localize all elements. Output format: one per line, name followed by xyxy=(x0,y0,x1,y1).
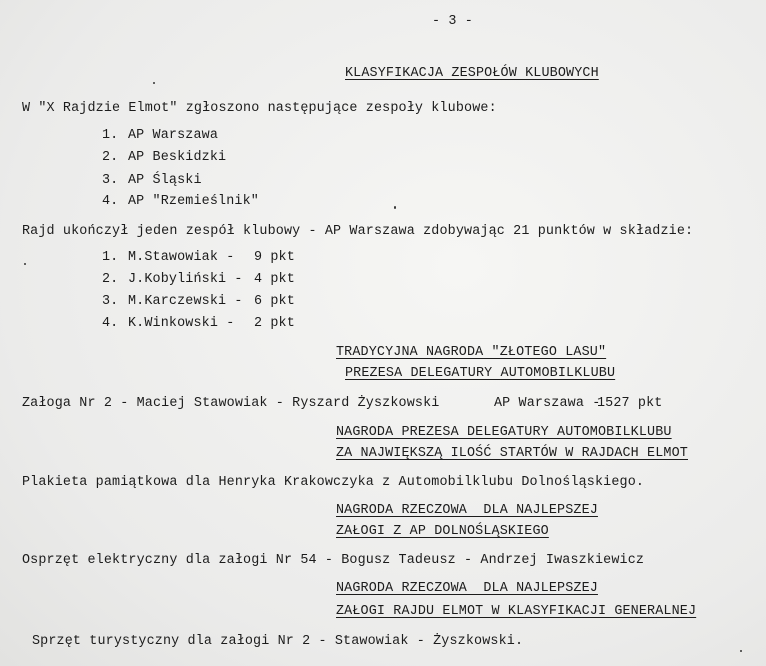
page-number: - 3 - xyxy=(432,14,473,29)
list-item xyxy=(102,173,202,189)
list-item xyxy=(102,194,259,210)
award3-title-line2: ZAŁOGI Z AP DOLNOŚLĄSKIEGO xyxy=(336,524,549,539)
member-name: J.Kobyliński - xyxy=(128,272,243,287)
section-heading: KLASYFIKACJA ZESPOŁÓW KLUBOWYCH xyxy=(345,66,599,81)
item-number: 4. xyxy=(102,316,119,331)
list-item xyxy=(102,250,295,266)
item-number: 4. xyxy=(102,194,119,209)
item-number: 3. xyxy=(102,294,119,309)
award4-title-line2: ZAŁOGI RAJDU ELMOT W KLASYFIKACJI GENERALNEJ xyxy=(336,604,697,619)
award1-club: AP Warszawa - xyxy=(494,396,601,411)
item-number: 1. xyxy=(102,128,119,143)
award4-title-line1: NAGRODA RZECZOWA DLA NAJLEPSZEJ xyxy=(336,581,598,596)
award3-text: Osprzęt elektryczny dla załogi Nr 54 - Bogusz Tadeusz - Andrzej Iwaszkiewicz xyxy=(22,553,645,568)
member-points: 9 pkt xyxy=(254,250,295,265)
award1-text xyxy=(22,396,663,412)
award2-text: Plakieta pamiątkowa dla Henryka Krakowczyka z Automobilklubu Dolnośląskiego. xyxy=(22,475,645,490)
scan-speck xyxy=(153,82,155,84)
team-name: AP Beskidzki xyxy=(128,150,227,165)
member-name: M.Karczewski - xyxy=(128,294,243,309)
list-item xyxy=(102,272,295,288)
member-points: 4 pkt xyxy=(254,272,295,287)
team-name: AP "Rzemieślnik" xyxy=(128,194,259,209)
item-number: 1. xyxy=(102,250,119,265)
list-item xyxy=(102,150,226,166)
award1-title-line2: PREZESA DELEGATURY AUTOMOBILKLUBU xyxy=(345,366,616,381)
list-item xyxy=(102,294,295,310)
item-number: 2. xyxy=(102,150,119,165)
scan-speck xyxy=(740,650,742,652)
award2-title-line2: ZA NAJWIĘKSZĄ ILOŚĆ STARTÓW W RAJDACH ELMOT xyxy=(336,446,688,461)
award1-crew: Załoga Nr 2 - Maciej Stawowiak - Ryszard Żyszkowski xyxy=(22,396,440,411)
member-name: K.Winkowski - xyxy=(128,316,235,331)
team-name: AP Śląski xyxy=(128,173,202,188)
finish-text: Rajd ukończył jeden zespół klubowy - AP Warszawa zdobywając 21 punktów w składzie: xyxy=(22,224,694,239)
intro-text: W "X Rajdzie Elmot" zgłoszono następujące zespoły klubowe: xyxy=(22,101,497,116)
award4-text: Sprzęt turystyczny dla załogi Nr 2 - Stawowiak - Żyszkowski. xyxy=(32,634,524,649)
award3-title-line1: NAGRODA RZECZOWA DLA NAJLEPSZEJ xyxy=(336,503,598,518)
team-name: AP Warszawa xyxy=(128,128,219,143)
item-number: 3. xyxy=(102,173,119,188)
list-item xyxy=(102,316,295,332)
list-item xyxy=(102,128,218,144)
scan-speck xyxy=(394,206,396,209)
award1-points: 1527 pkt xyxy=(597,396,663,411)
member-points: 2 pkt xyxy=(254,316,295,331)
award2-title-line1: NAGRODA PREZESA DELEGATURY AUTOMOBILKLUBU xyxy=(336,425,672,440)
item-number: 2. xyxy=(102,272,119,287)
scan-speck xyxy=(24,263,26,265)
member-points: 6 pkt xyxy=(254,294,295,309)
member-name: M.Stawowiak - xyxy=(128,250,235,265)
award1-title-line1: TRADYCYJNA NAGRODA "ZŁOTEGO LASU" xyxy=(336,345,607,360)
